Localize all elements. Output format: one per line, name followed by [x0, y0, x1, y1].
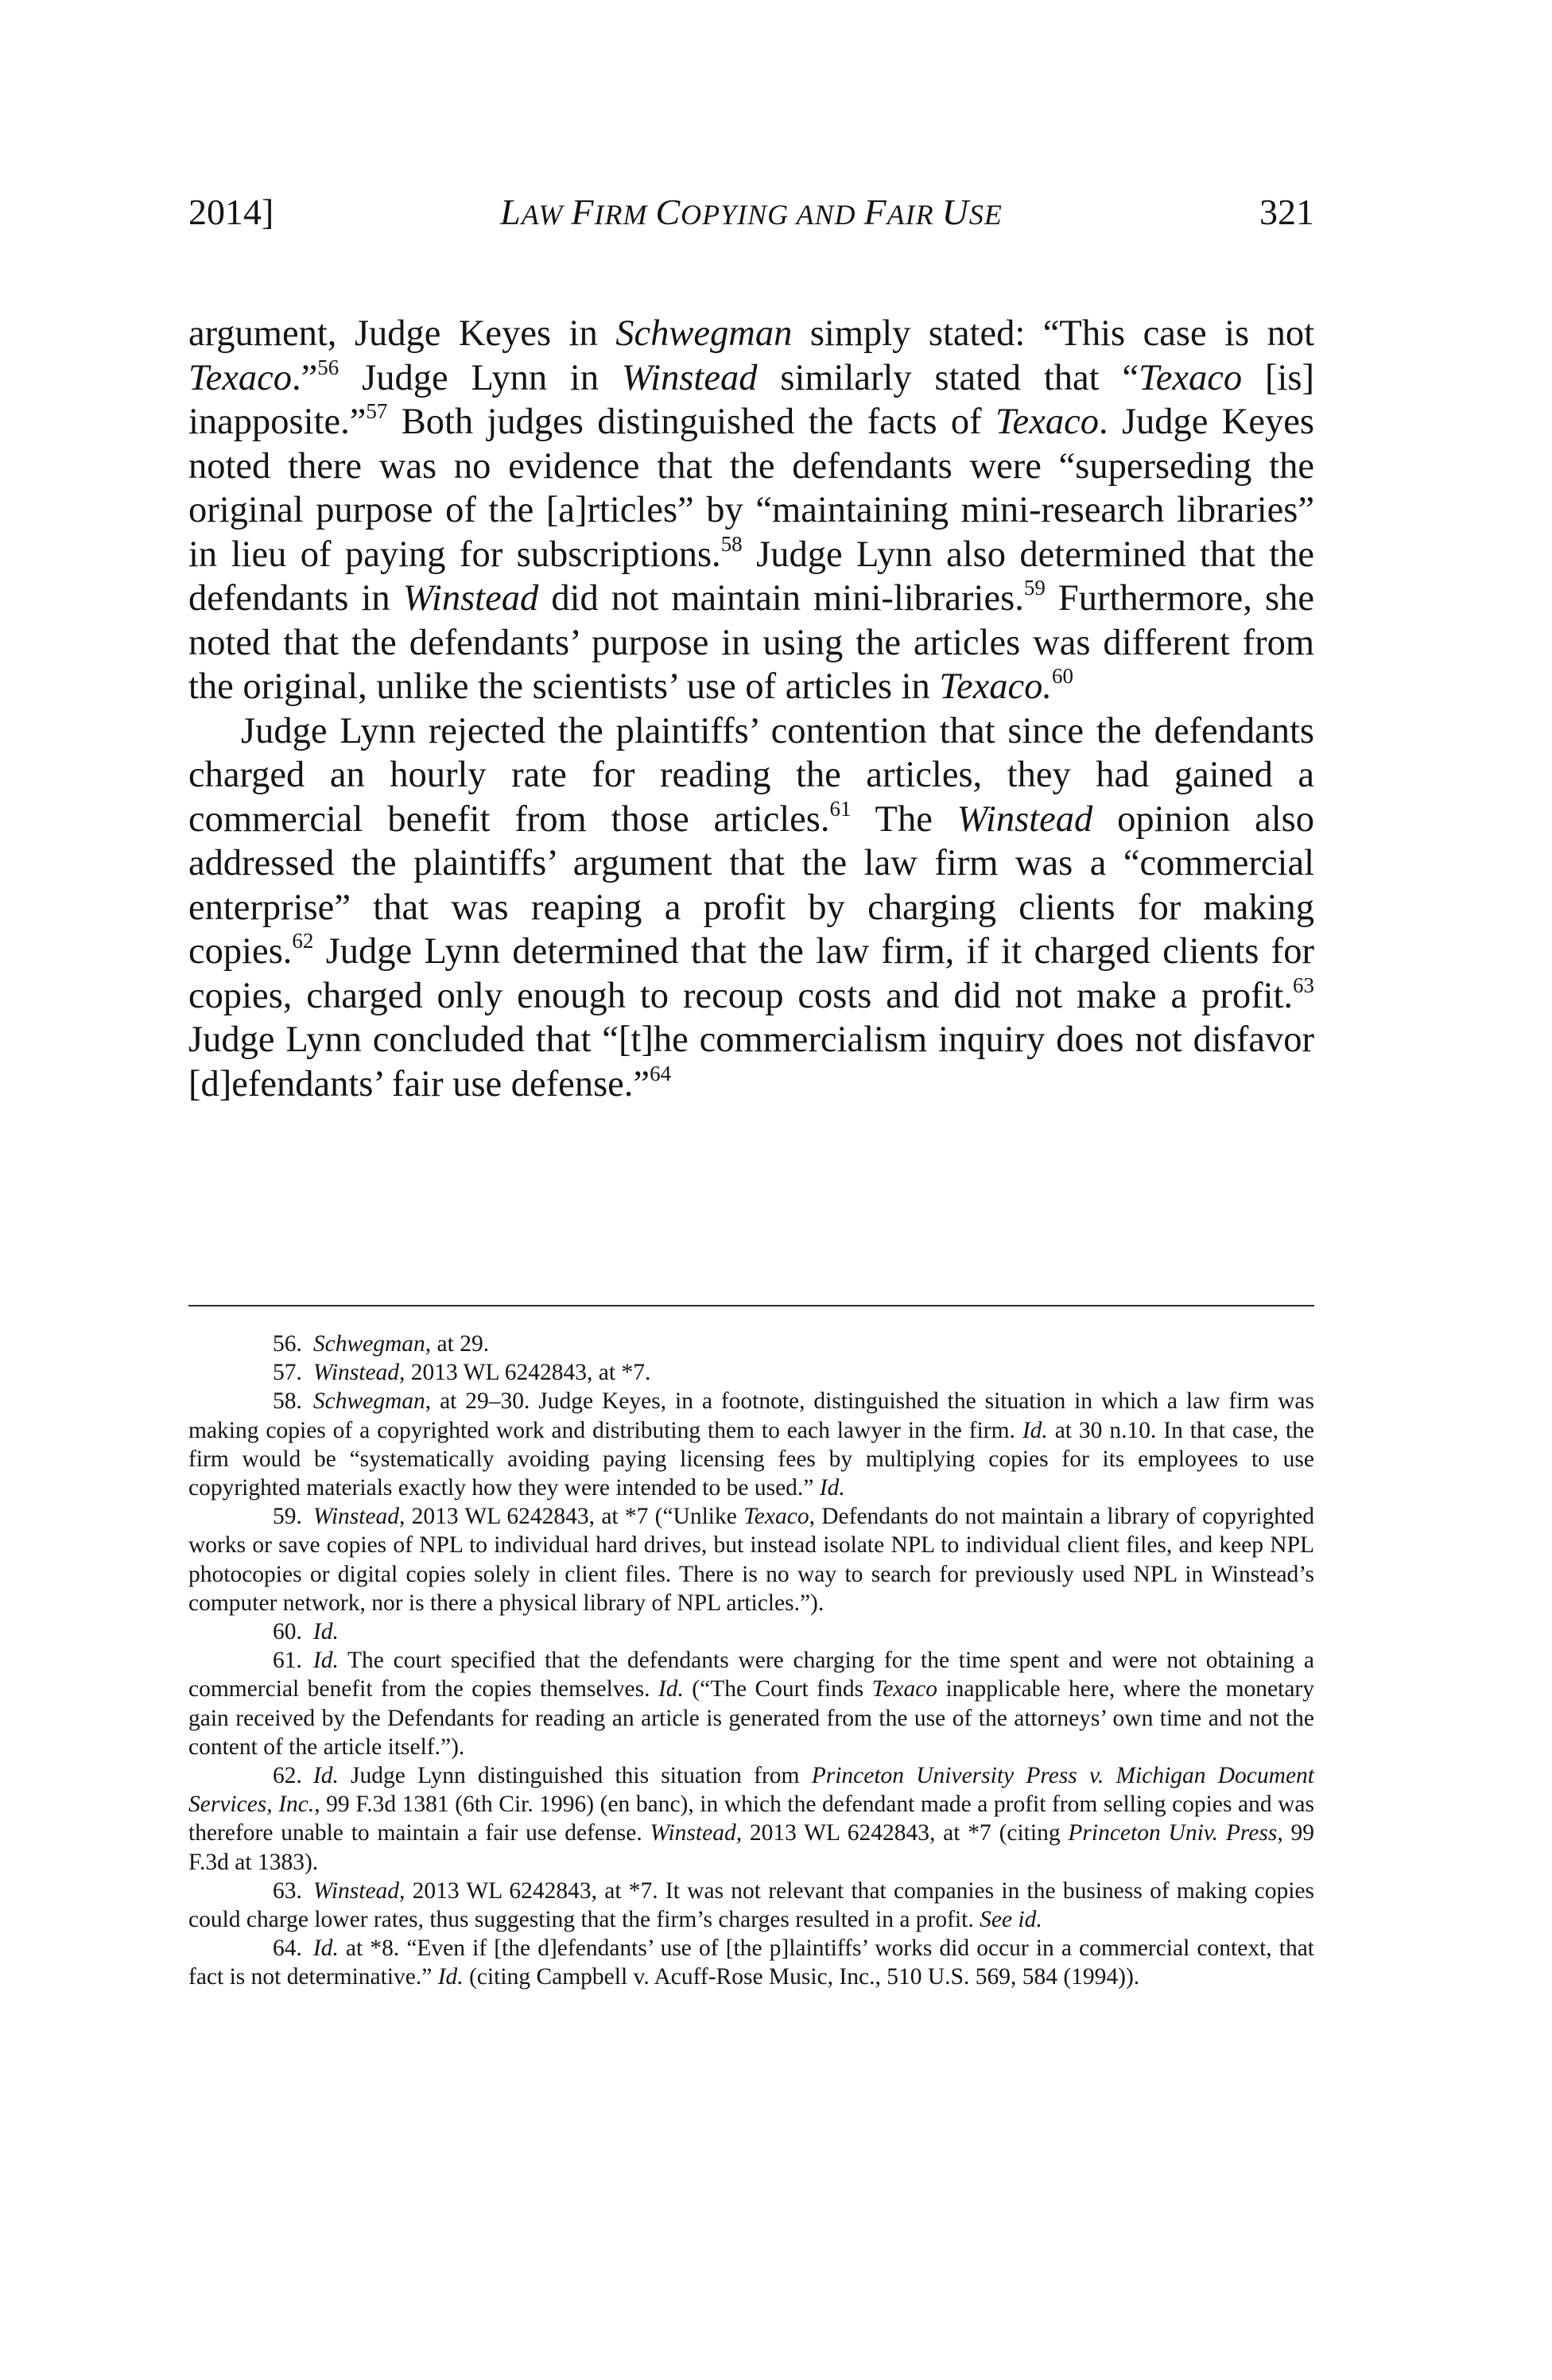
footnote-57: 57. Winstead, 2013 WL 6242843, at *7. — [273, 1360, 651, 1386]
header-year: 2014] — [188, 192, 274, 232]
footnote-divider — [188, 1305, 1314, 1306]
footnote-ref-60[interactable]: 60 — [1052, 664, 1074, 689]
footnote-ref-58[interactable]: 58 — [720, 531, 743, 556]
footnote-ref-57[interactable]: 57 — [366, 399, 388, 424]
header-title: LAW FIRM COPYING AND FAIR USE — [500, 192, 1003, 232]
footnote-ref-63[interactable]: 63 — [1293, 973, 1314, 997]
running-header — [188, 191, 1314, 239]
footnote-ref-62[interactable]: 62 — [292, 929, 314, 953]
body-paragraph-1: argument, Judge Keyes in Schwegman simply stated: “This case is not Texaco.”$^{56}$ Judge Lynn in Winstead similarly stated that “Texaco [is] inapposite.”$^{57}$ Both judges distinguished the facts of Texaco. Judge Keyes noted there was no evidence that the defendants were “superseding the original purpose of the [a]rticles” by “maintaining mini-research libraries” in lieu of paying for subscriptions.$^{58}$ Judge Lynn also determined that the defendants in Winstead did not maintain mini-libraries.$^{59}$ Furthermore, she noted that the defendants’ purpose in using the articles was different from the original, unlike the scientists’ use of articles in Texaco.$^{60}$ — [188, 313, 1314, 707]
footnote-ref-64[interactable]: 64 — [650, 1061, 672, 1085]
body-paragraph-2: Judge Lynn rejected the plaintiffs’ contention that since the defendants charged an hourly rate for reading the articles, they had gained a commercial benefit from those articles.$^{61}$ The Winstead opinion also addressed the plaintiffs’ argument that the law firm was a “commercial enterprise” that was reaping a profit by charging clients for making copies.$^{62}$ Judge Lynn determined that the law firm, if it charged clients for copies, charged only enough to recoup costs and did not make a profit.$^{63}$ Judge Lynn concluded that “[t]he commercialism inquiry does not disfavor [d]efendants’ fair use defense.”$^{64}$ — [188, 710, 1314, 1105]
footnote-61: 61. Id. The court specified that the defendants were charging for the time spent and were not obtaining a commercial benefit from the copies themselves. Id. (“The Court finds Texaco inapplicable here, where the monetary gain received by the Defendants for reading an article is generated from the use of the attorneys’ own time and not the content of the article itself.”). — [188, 1648, 1314, 1760]
main-text — [188, 312, 1314, 1106]
footnote-ref-59[interactable]: 59 — [1023, 576, 1046, 600]
footnote-64: 64. Id. at *8. “Even if [the d]efendants’ use of [the p]laintiffs’ works did occur in a commercial context, that fact is not determinative.” Id. (citing Campbell v. Acuff-Rose Music, Inc., 510 U.S. 569, 584 (1994)). — [188, 1935, 1314, 1990]
footnote-ref-56[interactable]: 56 — [317, 355, 340, 379]
footnote-58: 58. Schwegman, at 29–30. Judge Keyes, in a footnote, distinguished the situation in which a law firm was making copies of a copyrighted work and distributing them to each lawyer in the firm. Id. at 30 n.10. In that case, the firm would be “systematically avoiding paying licensing fees by multiplying copies for its employees to use copyrighted materials exactly how they were intended to be used.” Id. — [188, 1388, 1314, 1501]
footnote-59: 59. Winstead, 2013 WL 6242843, at *7 (“Unlike Texaco, Defendants do not maintain a library of copyrighted works or save copies of NPL to individual hard drives, but instead isolate NPL to individual client files, and keep NPL photocopies or digital copies solely in client files. There is no way to search for previously used NPL in Winstead’s computer network, nor is there a physical library of NPL articles.”). — [188, 1504, 1314, 1616]
footnote-56: 56. Schwegman, at 29. — [273, 1331, 490, 1357]
footnote-63: 63. Winstead, 2013 WL 6242843, at *7. It was not relevant that companies in the business of making copies could charge lower rates, thus suggesting that the firm’s charges resulted in a profit. See id. — [188, 1877, 1314, 1933]
footnote-62: 62. Id. Judge Lynn distinguished this situation from Princeton University Press v. Michigan Document Services, Inc., 99 F.3d 1381 (6th Cir. 1996) (en banc), in which the defendant made a profit from selling copies and was therefore unable to maintain a fair use defense. Winstead, 2013 WL 6242843, at *7 (citing Princeton Univ. Press, 99 F.3d at 1383). — [188, 1763, 1315, 1875]
footnotes — [188, 1330, 1314, 1992]
footnote-60: 60. Id. — [273, 1619, 339, 1645]
header-page-number: 321 — [1259, 192, 1314, 232]
footnote-ref-61[interactable]: 61 — [829, 796, 852, 821]
